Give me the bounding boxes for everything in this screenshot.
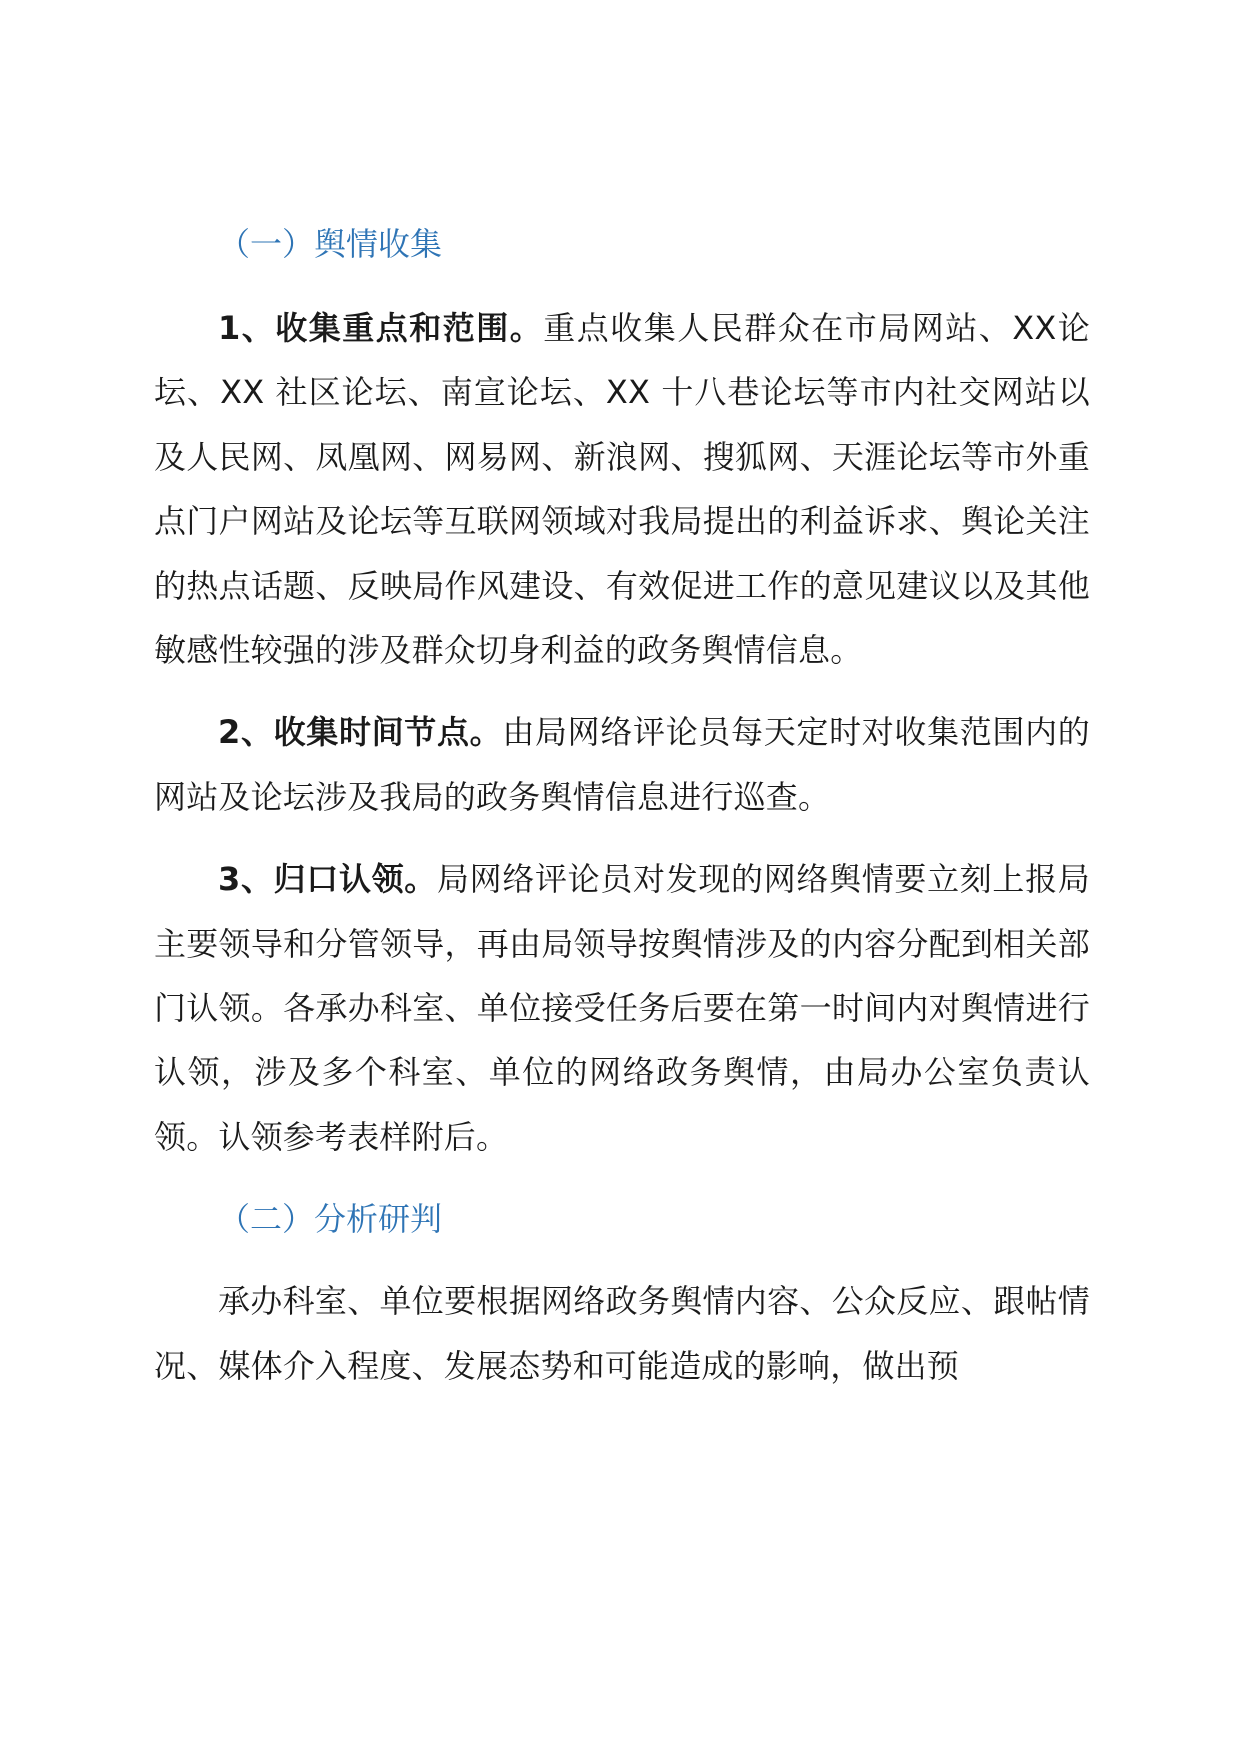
- paragraph-claim-assignment: [154, 847, 1090, 1169]
- paragraph-collection-scope: [154, 296, 1090, 682]
- paragraph-collection-time: [154, 700, 1090, 829]
- paragraph-body-analysis-judgment: 承办科室、单位要根据网络政务舆情内容、公众反应、跟帖情况、媒体介入程度、发展态势和可能造成的影响，做出预: [154, 1282, 1090, 1385]
- paragraph-title-collection-time: 2、收集时间节点。: [218, 713, 503, 752]
- section-heading-analysis-judgment: （二）分析研判: [218, 1200, 443, 1239]
- section-heading-public-opinion-collection: （一）舆情收集: [218, 225, 443, 263]
- paragraph-title-collection-scope: 1、收集重点和范围。: [218, 309, 544, 347]
- paragraph-title-claim-assignment: 3、归口认领。: [218, 860, 437, 899]
- document-body: [154, 212, 1090, 1416]
- paragraph-body-claim-assignment: 局网络评论员对发现的网络舆情要立刻上报局主要领导和分管领导，再由局领导按舆情涉及的内容分配到相关部门认领。各承办科室、单位接受任务后要在第一时间内对舆情进行认领，涉及多个科室、单位的网络政务舆情，由局办公室负责认领。认领参考表样附后。: [154, 860, 1090, 1156]
- paragraph-body-collection-time: 由局网络评论员每天定时对收集范围内的网站及论坛涉及我局的政务舆情信息进行巡查。: [154, 713, 1090, 816]
- paragraph-analysis-judgment: [154, 1269, 1090, 1398]
- paragraph-body-collection-scope: 重点收集人民群众在市局网站、XX论坛、XX 社区论坛、南宣论坛、XX 十八巷论坛等市内社交网站以及人民网、凤凰网、网易网、新浪网、搜狐网、天涯论坛等市外重点门户网站及论坛等互联网领域对我局提出的利益诉求、舆论关注的热点话题、反映局作风建设、有效促进工作的意见建议以及其他敏感性较强的涉及群众切身利益的政务舆情信息。: [154, 309, 1090, 670]
